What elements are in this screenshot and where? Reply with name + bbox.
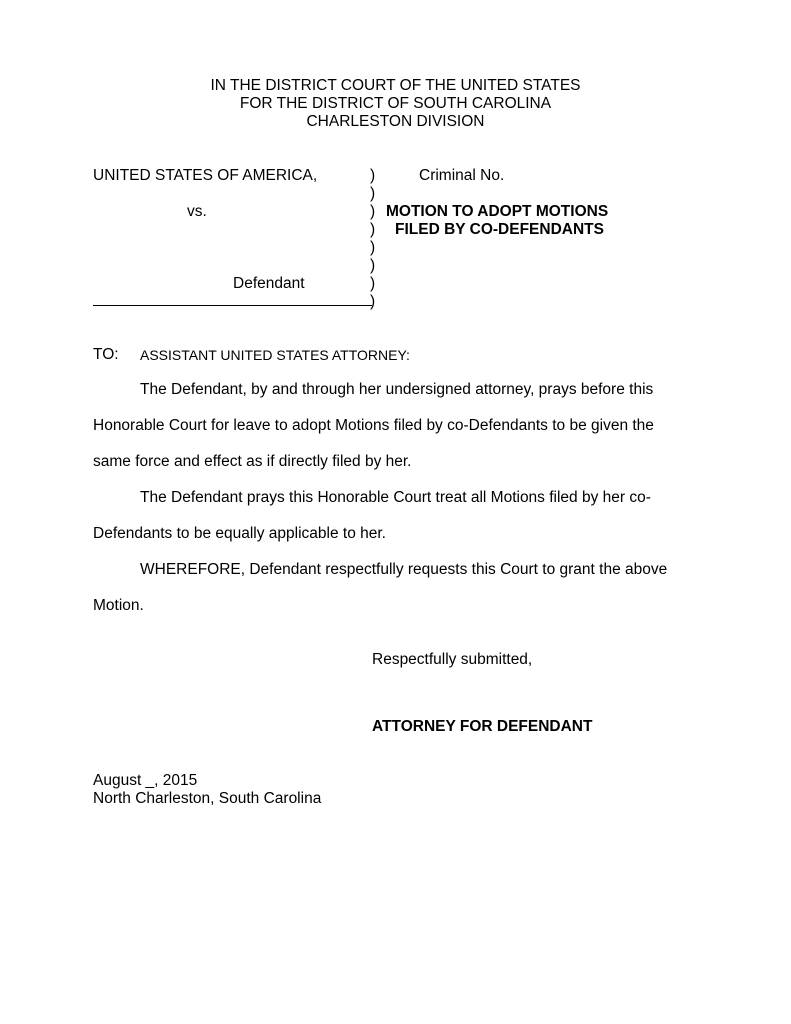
defendant-label: Defendant [233,275,305,292]
paragraph-3-line-1: WHEREFORE, Defendant respectfully requests this Court to grant the above [140,561,668,578]
caption-paren: ) [370,185,376,202]
court-heading-line-2: FOR THE DISTRICT OF SOUTH CAROLINA [239,95,552,112]
caption-paren: ) [370,203,376,220]
court-heading-line-3: CHARLESTON DIVISION [306,113,485,130]
paragraph-2-line-1: The Defendant prays this Honorable Court treat all Motions filed by her co- [140,489,651,506]
defendant-name-line [93,305,372,306]
caption-paren: ) [370,293,376,310]
paragraph-2-line-2: Defendants to be equally applicable to her. [93,525,386,542]
addressee-name: ASSISTANT UNITED STATES ATTORNEY: [140,347,410,363]
plaintiff-name: UNITED STATES OF AMERICA, [93,167,318,184]
court-heading-line-1: IN THE DISTRICT COURT OF THE UNITED STATES [210,77,581,94]
caption-paren: ) [370,257,376,274]
paragraph-1-line-2: Honorable Court for leave to adopt Motions filed by co-Defendants to be given the [93,417,654,434]
caption-paren: ) [370,239,376,256]
paragraph-1-line-1: The Defendant, by and through her undersigned attorney, prays before this [140,381,654,398]
paragraph-1-line-3: same force and effect as if directly filed by her. [93,453,412,470]
caption-paren: ) [370,275,376,292]
attorney-signature-title: ATTORNEY FOR DEFENDANT [372,718,593,735]
caption-paren: ) [370,167,376,184]
closing-text: Respectfully submitted, [372,651,533,668]
filing-date: August _, 2015 [93,772,198,789]
versus-label: vs. [187,203,207,220]
caption-paren: ) [370,221,376,238]
to-label: TO: [93,346,119,363]
criminal-number-label: Criminal No. [419,167,505,184]
paragraph-3-line-2: Motion. [93,597,144,614]
motion-title-line-2: FILED BY CO-DEFENDANTS [395,221,604,238]
filing-location: North Charleston, South Carolina [93,790,322,807]
motion-title-line-1: MOTION TO ADOPT MOTIONS [386,203,609,220]
